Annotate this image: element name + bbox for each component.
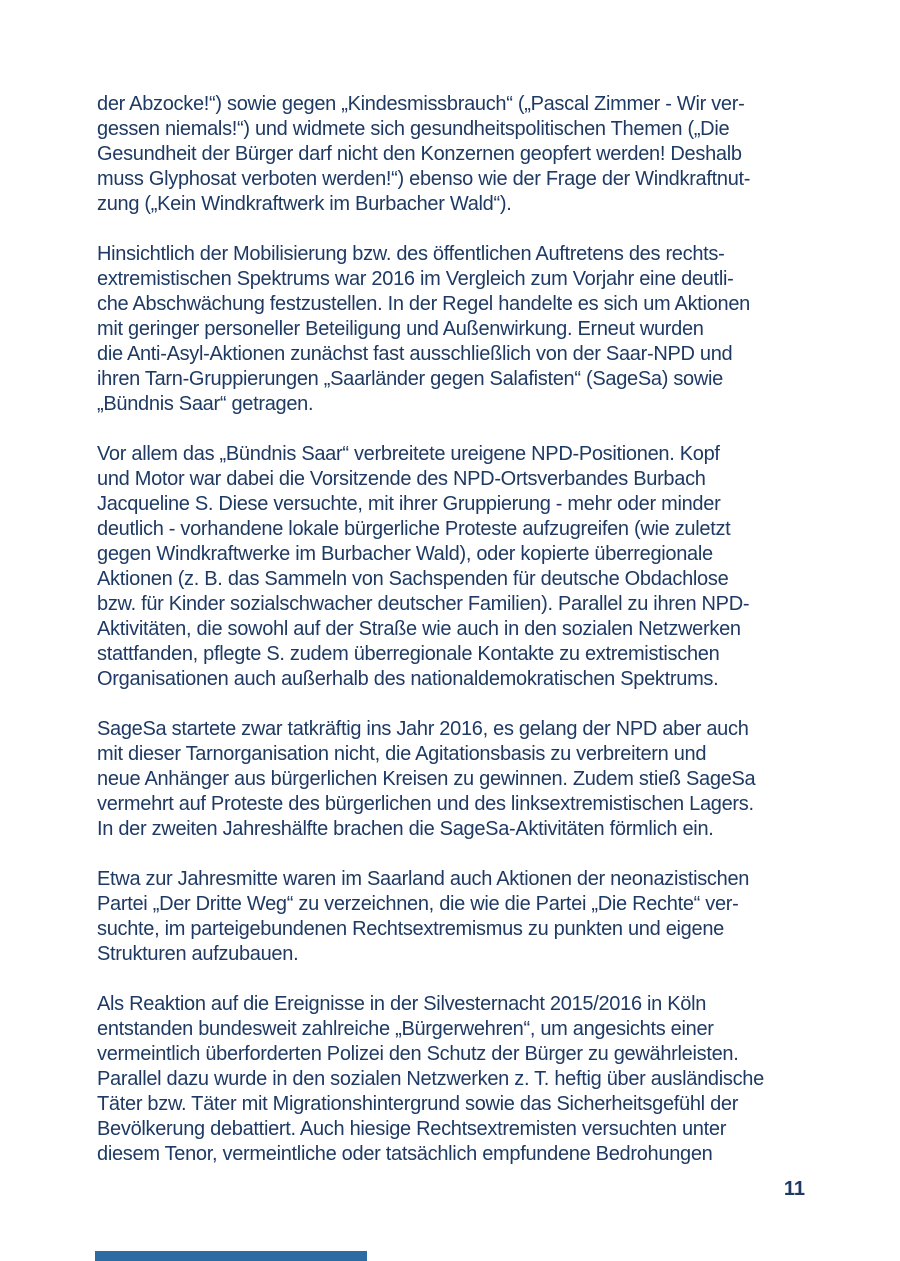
text-line: zung („Kein Windkraftwerk im Burbacher Wald“). (97, 193, 512, 215)
footer-bar (95, 1251, 367, 1261)
text-line: deutlich - vorhandene lokale bürgerliche Proteste aufzugreifen (wie zuletzt (97, 518, 731, 540)
text-line: Vor allem das „Bündnis Saar“ verbreitete ureigene NPD-Positionen. Kopf (97, 443, 720, 465)
text-line: entstanden bundesweit zahlreiche „Bürgerwehren“, um angesichts einer (97, 1018, 714, 1040)
text-line: mit geringer personeller Beteiligung und Außenwirkung. Erneut wurden (97, 318, 704, 340)
text-line: mit dieser Tarnorganisation nicht, die Agitationsbasis zu verbreitern und (97, 743, 707, 765)
text-line: Jacqueline S. Diese versuchte, mit ihrer Gruppierung - mehr oder minder (97, 493, 721, 515)
text-line: Parallel dazu wurde in den sozialen Netzwerken z. T. heftig über ausländische (97, 1068, 764, 1090)
paragraph (97, 717, 857, 842)
paragraph (97, 992, 857, 1167)
text-line: „Bündnis Saar“ getragen. (97, 393, 314, 415)
text-line: gessen niemals!“) und widmete sich gesundheitspolitischen Themen („Die (97, 118, 730, 140)
text-line: Bevölkerung debattiert. Auch hiesige Rechtsextremisten versuchten unter (97, 1118, 727, 1140)
text-line: Täter bzw. Täter mit Migrationshintergrund sowie das Sicherheitsgefühl der (97, 1093, 739, 1115)
text-line: Als Reaktion auf die Ereignisse in der Silvesternacht 2015/2016 in Köln (97, 993, 707, 1015)
text-line: Gesundheit der Bürger darf nicht den Konzernen geopfert werden! Deshalb (97, 143, 742, 165)
paragraph (97, 242, 857, 417)
text-line: die Anti-Asyl-Aktionen zunächst fast ausschließlich von der Saar-NPD und (97, 343, 733, 365)
text-line: Etwa zur Jahresmitte waren im Saarland auch Aktionen der neonazistischen (97, 868, 750, 890)
text-line: der Abzocke!“) sowie gegen „Kindesmissbrauch“ („Pascal Zimmer - Wir ver- (97, 93, 745, 115)
text-line: vermeintlich überforderten Polizei den Schutz der Bürger zu gewährleisten. (97, 1043, 739, 1065)
text-line: Strukturen aufzubauen. (97, 943, 299, 965)
text-line: che Abschwächung festzustellen. In der Regel handelte es sich um Aktionen (97, 293, 750, 315)
text-line: suchte, im parteigebundenen Rechtsextremismus zu punkten und eigene (97, 918, 724, 940)
text-line: Partei „Der Dritte Weg“ zu verzeichnen, die wie die Partei „Die Rechte“ ver- (97, 893, 739, 915)
text-line: neue Anhänger aus bürgerlichen Kreisen zu gewinnen. Zudem stieß SageSa (97, 768, 756, 790)
text-line: stattfanden, pflegte S. zudem überregionale Kontakte zu extremistischen (97, 643, 720, 665)
text-line: muss Glyphosat verboten werden!“) ebenso wie der Frage der Windkraftnut- (97, 168, 751, 190)
text-line: Aktionen (z. B. das Sammeln von Sachspenden für deutsche Obdachlose (97, 568, 729, 590)
text-line: diesem Tenor, vermeintliche oder tatsächlich empfundene Bedrohungen (97, 1143, 713, 1165)
text-line: bzw. für Kinder sozialschwacher deutscher Familien). Parallel zu ihren NPD- (97, 593, 750, 615)
paragraph (97, 442, 857, 692)
text-line: Organisationen auch außerhalb des nationaldemokratischen Spektrums. (97, 668, 719, 690)
text-line: SageSa startete zwar tatkräftig ins Jahr 2016, es gelang der NPD aber auch (97, 718, 749, 740)
text-line: vermehrt auf Proteste des bürgerlichen und des linksextremistischen Lagers. (97, 793, 754, 815)
text-line: extremistischen Spektrums war 2016 im Vergleich zum Vorjahr eine deutli- (97, 268, 734, 290)
text-block (97, 92, 857, 1192)
text-line: Aktivitäten, die sowohl auf der Straße wie auch in den sozialen Netzwerken (97, 618, 741, 640)
paragraph (97, 92, 857, 217)
paragraph (97, 867, 857, 967)
page-number: 11 (783, 1178, 805, 1200)
text-line: und Motor war dabei die Vorsitzende des NPD-Ortsverbandes Burbach (97, 468, 706, 490)
text-line: In der zweiten Jahreshälfte brachen die SageSa-Aktivitäten förmlich ein. (97, 818, 714, 840)
text-line: Hinsichtlich der Mobilisierung bzw. des öffentlichen Auftretens des rechts- (97, 243, 725, 265)
text-line: ihren Tarn-Gruppierungen „Saarländer gegen Salafisten“ (SageSa) sowie (97, 368, 723, 390)
text-line: gegen Windkraftwerke im Burbacher Wald), oder kopierte überregionale (97, 543, 713, 565)
